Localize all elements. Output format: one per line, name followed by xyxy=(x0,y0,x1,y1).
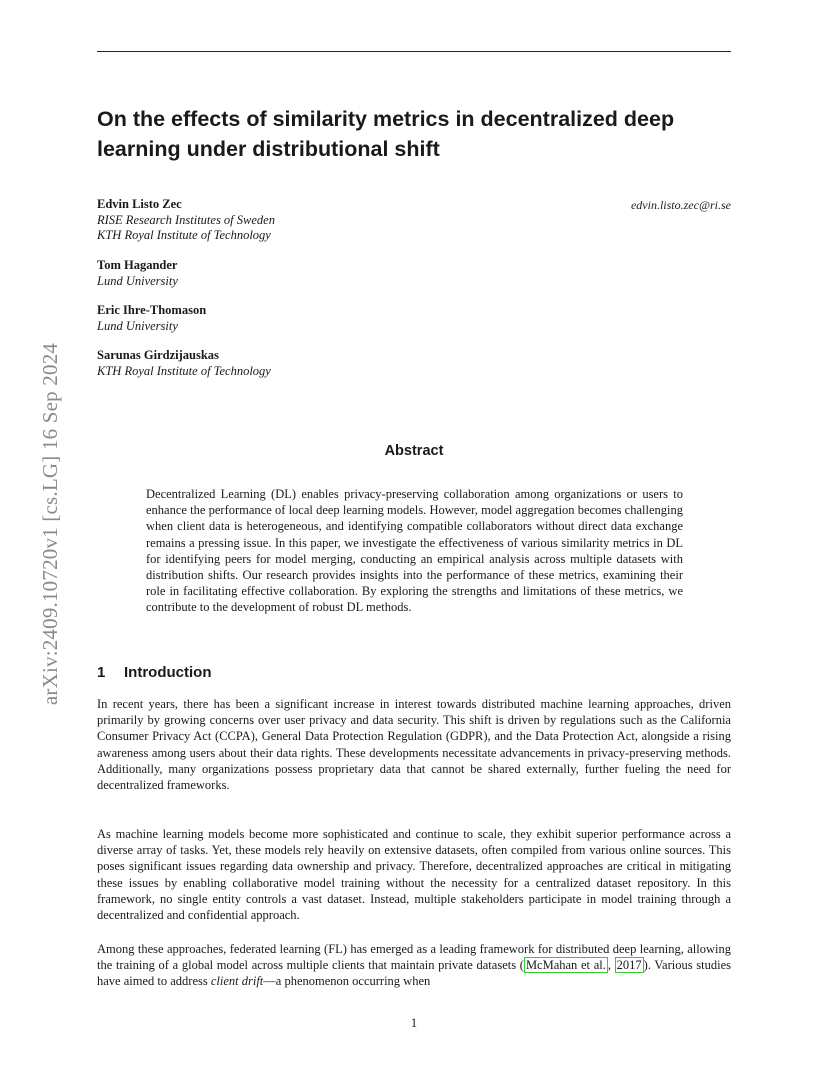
author-name: Edvin Listo Zec xyxy=(97,197,182,211)
header-rule xyxy=(97,51,731,52)
paragraph-text: ). Various studies have aimed to address xyxy=(97,958,732,989)
author-affiliation: Lund University xyxy=(97,318,178,333)
section-number: 1 xyxy=(97,664,106,681)
author-block xyxy=(97,303,517,334)
author-affiliation: KTH Royal Institute of Technology xyxy=(97,363,271,378)
paragraph-text: Among these approaches, federated learning (FL) has emerged as a leading framework for distributed deep learning, allowing the training of a global model across multiple clients that maintain private datasets ( xyxy=(97,942,731,973)
paper-title: On the effects of similarity metrics in decentralized deep learning under distributional shift xyxy=(97,107,675,161)
author-block xyxy=(97,197,517,244)
citation-separator: , xyxy=(607,958,615,973)
author-name: Sarunas Girdzijauskas xyxy=(97,348,219,362)
body-paragraph: As machine learning models become more sophisticated and continue to scale, they exhibit superior performance across a diverse array of tasks. Yet, these models rely heavily on extensive datasets, often compiled from various online sources. This poses significant issues regarding data ownership and privacy. Therefore, decentralized approaches are critical in mitigating these issues by enabling collaborative model training without the necessity for a centralized dataset repository. In this framework, no single entity controls a vast dataset. Instead, multiple stakeholders participate in model training through a decentralized and confidential approach. xyxy=(97,827,731,923)
abstract-heading: Abstract xyxy=(384,443,444,459)
citation-link[interactable]: McMahan et al. xyxy=(525,958,606,973)
body-paragraph: In recent years, there has been a significant increase in interest towards distributed machine learning approaches, driven primarily by growing concerns over user privacy and data security. This shift is driven by regulations such as the California Consumer Privacy Act (CCPA), General Data Protection Regulation (GDPR), and the Data Protection Act, alongside a rising awareness among users about their data rights. These developments necessitate advancements in privacy-preserving methods. Additionally, many organizations possess proprietary data that cannot be shared externally, further fueling the need for decentralized frameworks. xyxy=(97,697,731,793)
body-paragraph xyxy=(97,941,731,990)
arxiv-identifier[interactable]: arXiv:2409.10720v1 [cs.LG] 16 Sep 2024 xyxy=(38,342,62,706)
page-number: 1 xyxy=(410,1016,418,1030)
author-name: Tom Hagander xyxy=(97,258,178,272)
abstract-text: Decentralized Learning (DL) enables privacy-preserving collaboration among organizations or users to enhance the performance of local deep learning models. However, model aggregation becomes challenging when client data is heterogeneous, and identifying compatible collaborators without direct data exchange remains a pressing issue. In this paper, we investigate the effectiveness of various similarity metrics in DL for identifying peers for model merging, conducting an empirical analysis across multiple datasets with distribution shifts. Our research provides insights into the performance of these metrics, examining their role in facilitating effective collaboration. By exploring the strengths and limitations of these metrics, we contribute to the development of robust DL methods. xyxy=(146,487,683,615)
author-affiliation: KTH Royal Institute of Technology xyxy=(97,228,271,242)
section-title: Introduction xyxy=(124,664,212,681)
author-affiliation: Lund University xyxy=(97,273,178,288)
citation-link[interactable]: 2017 xyxy=(616,958,642,973)
section-heading xyxy=(97,664,211,681)
author-affiliation: RISE Research Institutes of Sweden xyxy=(97,212,275,227)
author-email[interactable]: edvin.listo.zec@ri.se xyxy=(630,198,731,212)
paragraph-text: —a phenomenon occurring when xyxy=(263,974,431,989)
emphasis-term: client drift xyxy=(210,974,264,989)
author-block xyxy=(97,348,517,379)
author-name: Eric Ihre-Thomason xyxy=(97,303,207,317)
author-block xyxy=(97,258,517,289)
